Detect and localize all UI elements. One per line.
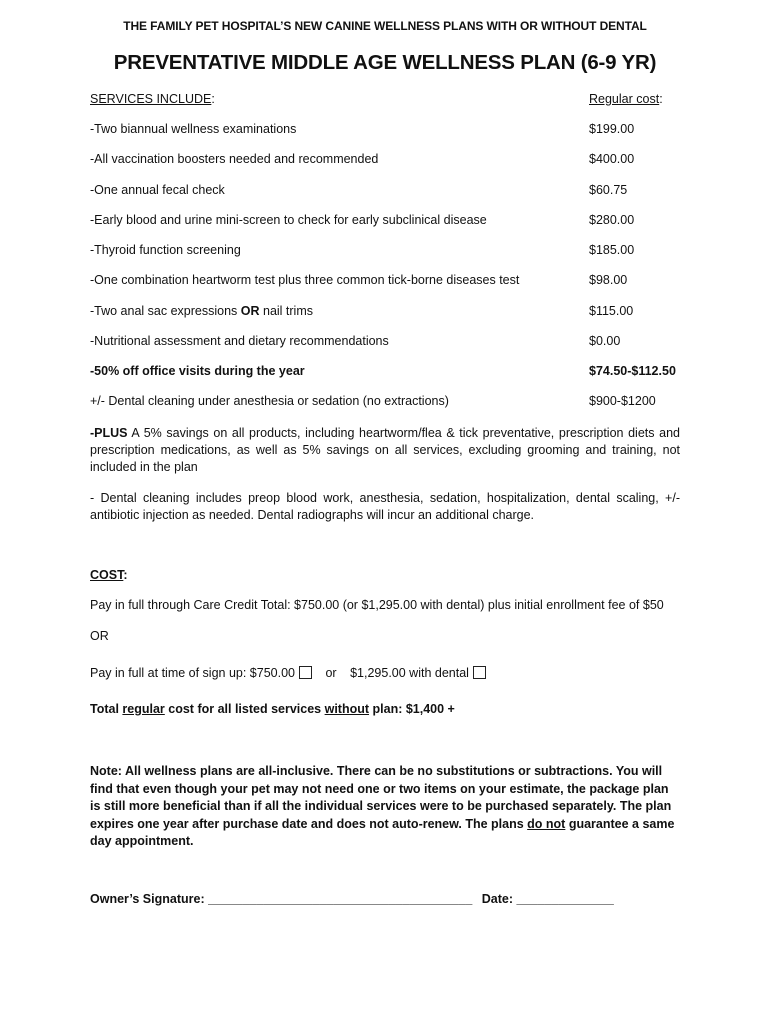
or-line: OR xyxy=(90,629,109,643)
services-column-header xyxy=(90,92,215,106)
service-anal-sac xyxy=(90,304,313,318)
price-fecal-check: $60.75 xyxy=(589,183,628,197)
service-fecal-check: -One annual fecal check xyxy=(90,183,225,197)
date-label: Date: xyxy=(481,892,514,906)
care-credit-line: Pay in full through Care Credit Total: $750.00 (or $1,295.00 with dental) plus initial enrollment fee of $50 xyxy=(90,598,664,612)
cost-title-colon: : xyxy=(123,568,128,582)
service-wellness-exams: -Two biannual wellness examinations xyxy=(90,122,297,136)
price-heartworm-test: $98.00 xyxy=(589,273,628,287)
owner-signature-field[interactable]: ______________________________________ xyxy=(208,892,473,906)
note-underlined: do not xyxy=(527,816,566,831)
total-without: without xyxy=(324,702,370,716)
service-anal-sac-post: nail trims xyxy=(259,304,313,318)
service-thyroid: -Thyroid function screening xyxy=(90,243,241,257)
cost-label: Regular cost xyxy=(589,92,660,106)
with-dental-checkbox[interactable] xyxy=(473,666,486,679)
price-nutrition: $0.00 xyxy=(589,334,621,348)
price-thyroid: $185.00 xyxy=(589,243,635,257)
service-heartworm-test: -One combination heartworm test plus three common tick-borne diseases test xyxy=(90,273,520,287)
services-label: SERVICES INCLUDE xyxy=(90,92,212,106)
price-anal-sac: $115.00 xyxy=(589,304,634,318)
with-dental-label: $1,295.00 with dental xyxy=(350,666,469,680)
without-dental-checkbox[interactable] xyxy=(299,666,312,679)
sign-up-line xyxy=(90,666,486,680)
plus-label: -PLUS xyxy=(90,426,128,440)
plus-text: A 5% savings on all products, including heartworm/flea & tick preventative, prescription diets and prescription medications, as well as 5% savings on all services, excluding grooming and training, not included in the plan xyxy=(90,426,680,474)
total-pre: Total xyxy=(90,702,123,716)
service-dental-cleaning: +/- Dental cleaning under anesthesia or sedation (no extractions) xyxy=(90,394,449,408)
all-inclusive-note xyxy=(90,763,675,851)
service-nutrition: -Nutritional assessment and dietary recommendations xyxy=(90,334,389,348)
signature-line xyxy=(90,892,614,906)
document-header: THE FAMILY PET HOSPITAL’S NEW CANINE WELLNESS PLANS WITH OR WITHOUT DENTAL xyxy=(123,19,647,33)
cost-column-header xyxy=(589,92,663,106)
plus-savings-note xyxy=(90,425,680,476)
date-field[interactable]: ______________ xyxy=(516,892,614,906)
sign-up-label: Pay in full at time of sign up: $750.00 xyxy=(90,666,295,680)
service-anal-sac-pre: -Two anal sac expressions xyxy=(90,304,241,318)
service-blood-urine: -Early blood and urine mini-screen to check for early subclinical disease xyxy=(90,213,487,227)
or-small: or xyxy=(325,666,337,680)
total-post: plan: $1,400 + xyxy=(369,702,455,716)
price-wellness-exams: $199.00 xyxy=(589,122,635,136)
price-vaccinations: $400.00 xyxy=(589,152,635,166)
price-blood-urine: $280.00 xyxy=(589,213,635,227)
page-title: PREVENTATIVE MIDDLE AGE WELLNESS PLAN (6-9 YR) xyxy=(113,51,657,74)
service-anal-sac-or: OR xyxy=(240,304,260,318)
service-vaccinations: -All vaccination boosters needed and recommended xyxy=(90,152,379,166)
service-office-visits: -50% off office visits during the year xyxy=(90,364,305,378)
note-pre: Note: All wellness plans are all-inclusive. There can be no substitutions or subtractions. You will find that even though your pet may not need one or two items on your estimate, the package plan is still more beneficial than if all the individual services were to be purchased separately. The plan expires one year after purchase date and does not auto-renew. The plans xyxy=(90,764,672,831)
cost-heading xyxy=(90,568,128,582)
owner-signature-label: Owner’s Signature: xyxy=(90,892,205,906)
price-office-visits: $74.50-$112.50 xyxy=(589,364,676,378)
note-post: guarantee a same day appointment. xyxy=(90,816,675,848)
dental-note: - Dental cleaning includes preop blood work, anesthesia, sedation, hospitalization, dental scaling, +/- antibiotic injection as needed. Dental radiographs will incur an additional charge. xyxy=(90,491,680,522)
total-mid: cost for all listed services xyxy=(164,702,325,716)
price-dental-cleaning: $900-$1200 xyxy=(589,394,656,408)
total-regular-cost xyxy=(90,702,455,716)
total-regular: regular xyxy=(122,702,165,716)
services-colon: : xyxy=(211,92,215,106)
cost-colon: : xyxy=(659,92,663,106)
cost-title: COST xyxy=(90,568,124,582)
